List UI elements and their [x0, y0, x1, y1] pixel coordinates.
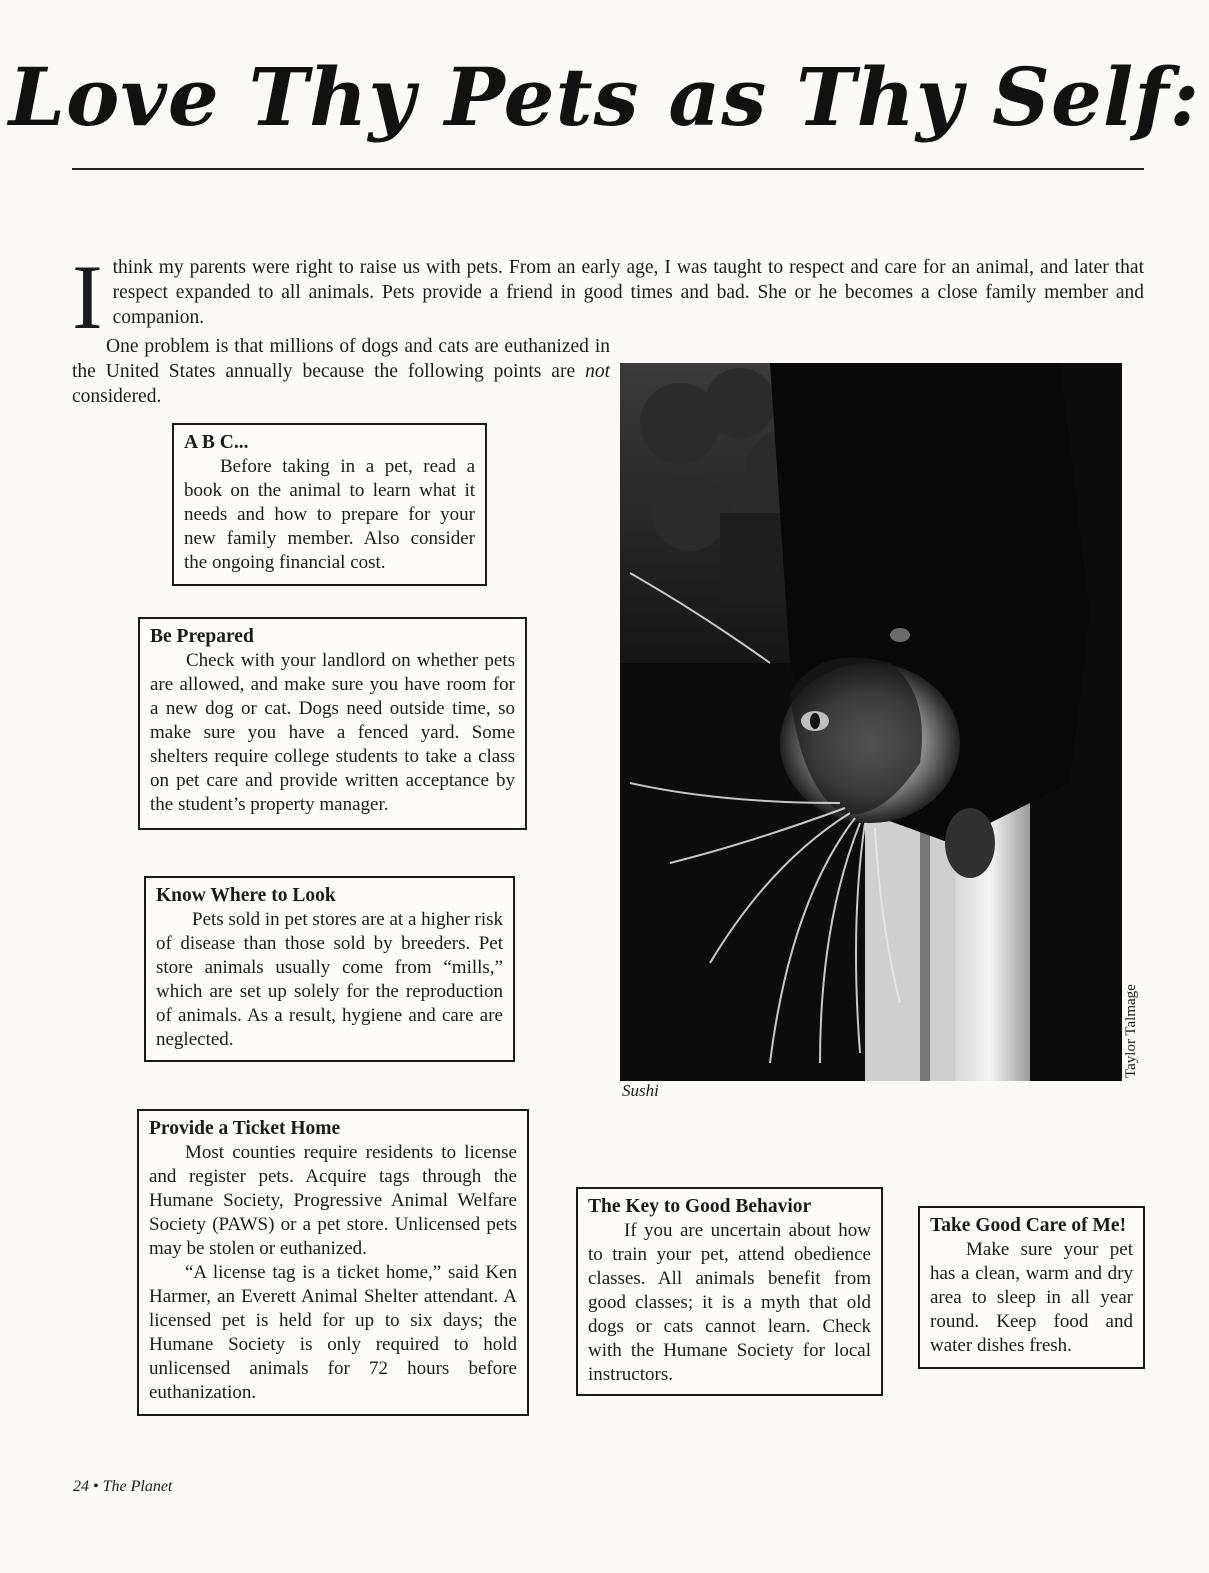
page-footer: 24 • The Planet: [73, 1478, 173, 1495]
problem-text-end: considered.: [72, 386, 162, 407]
ticket-home-box: [137, 1109, 529, 1416]
good-care-box: [918, 1206, 1145, 1369]
good-care-text: Make sure your pet has a clean, warm and dry area to sleep in all year round. Keep food and water dishes fresh.: [930, 1239, 1133, 1356]
intro-text: think my parents were right to raise us with pets. From an early age, I was taught to respect and care for an animal, and later that respect expanded to all animals. Pets provide a friend in good times and bad. She or he becomes a close family member and companion.: [112, 257, 1144, 328]
ticket-home-text-2: “A license tag is a ticket home,” said Ken Harmer, an Everett Animal Shelter attendant. A licensed pet is held for up to six days; the Humane Society is only required to hold unlicensed animals for 72 hours before euthanization.: [149, 1262, 517, 1403]
abc-box: [172, 423, 487, 586]
ticket-home-text-1: Most counties require residents to license and register pets. Acquire tags through the Humane Society, Progressive Animal Welfare Society (PAWS) or a pet store. Unlicensed pets may be stolen or euthanized.: [149, 1142, 517, 1259]
abc-box-text: Before taking in a pet, read a book on the animal to learn what it needs and how to prepare for your new family member. Also consider the ongoing financial cost.: [184, 456, 475, 573]
be-prepared-text: Check with your landlord on whether pets are allowed, and make sure you have room for a new dog or cat. Dogs need outside time, so make sure you have a fenced yard. Some shelters require college students to take a class on pet care and provide written acceptance by the student’s property manager.: [150, 650, 515, 815]
cat-photo-image: [620, 363, 1122, 1081]
good-behavior-box: [576, 1187, 883, 1396]
good-care-title: Take Good Care of Me!: [930, 1215, 1127, 1236]
know-where-box: [144, 876, 515, 1062]
good-behavior-text: If you are uncertain about how to train your pet, attend obedience classes. All animals benefit from good classes; it is a myth that old dogs or cats cannot learn. Check with the Humane Society for local instructors.: [588, 1220, 871, 1385]
know-where-title: Know Where to Look: [156, 885, 336, 906]
photo-caption: Sushi: [622, 1081, 659, 1100]
problem-text: One problem is that millions of dogs and cats are euthanized in the United States annually because the following points are: [72, 336, 610, 382]
intro-paragraph: [72, 246, 1144, 348]
problem-paragraph: [72, 334, 610, 409]
be-prepared-title: Be Prepared: [150, 626, 254, 647]
know-where-text: Pets sold in pet stores are at a higher risk of disease than those sold by breeders. Pet store animals usually come from “mills,” which are set up solely for the reproduction of animals. As a result, hygiene and care are neglected.: [156, 909, 503, 1050]
title-rule: [72, 168, 1144, 170]
cat-photo: [620, 363, 1122, 1081]
photo-credit: Taylor Talmage: [1123, 984, 1139, 1078]
abc-box-title: A B C...: [184, 432, 249, 453]
page-title: Love Thy Pets as Thy Self:: [8, 50, 1201, 144]
be-prepared-box: [138, 617, 527, 830]
drop-cap: I: [72, 246, 103, 348]
ticket-home-title: Provide a Ticket Home: [149, 1118, 341, 1139]
good-behavior-title: The Key to Good Behavior: [588, 1196, 812, 1217]
problem-emphasis: not: [585, 361, 610, 382]
